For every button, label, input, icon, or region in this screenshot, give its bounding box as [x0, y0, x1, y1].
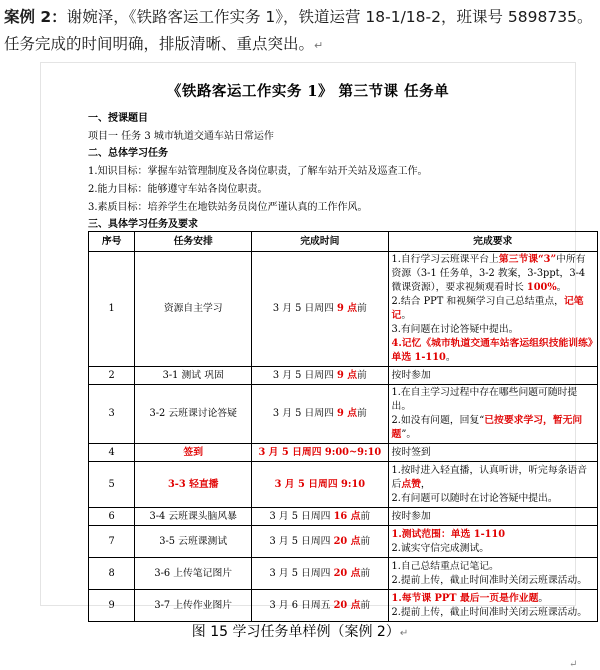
time-segment: 20 点 — [333, 567, 361, 579]
cell-time — [252, 385, 388, 444]
requirement-segment: 按时签到 — [391, 446, 431, 458]
time-segment: 3 月 5 日周四 — [269, 567, 334, 579]
cell-number: 1 — [89, 252, 135, 367]
cell-task: 3-4 云班课头脑风暴 — [135, 508, 252, 526]
requirement-segment: 1.自己总结重点记笔记。 — [391, 560, 499, 572]
requirement-segment: 3.有问题在讨论答疑中提出。 — [391, 324, 519, 335]
requirement-line — [392, 492, 594, 506]
requirement-segment: 2.提前上传，截止时间准时关闭云班课活动。 — [391, 574, 588, 586]
requirement-segment: 1.每节课 PPT 最后一页是作业题 — [391, 592, 539, 604]
requirement-segment: 2.有问题可以随时在讨论答疑中提出。 — [391, 492, 558, 504]
header-requirement: 完成要求 — [388, 232, 597, 252]
requirement-segment: 1.自行学习云班课平台上 — [391, 254, 499, 265]
requirement-line — [392, 464, 594, 492]
time-segment: 9 点 — [336, 408, 358, 419]
cell-time — [252, 508, 388, 526]
requirement-line — [392, 337, 594, 365]
time-segment: 20 点 — [333, 535, 361, 547]
cell-requirement — [388, 462, 597, 508]
time-segment: 前 — [357, 408, 367, 419]
cell-requirement — [388, 558, 597, 590]
cell-requirement — [388, 367, 597, 385]
task-table — [88, 231, 598, 622]
cell-time — [252, 367, 388, 385]
requirement-segment: 2.诚实守信完成测试。 — [391, 542, 490, 554]
cell-time — [252, 462, 388, 508]
cell-time — [252, 526, 388, 558]
cell-task: 签到 — [135, 444, 252, 462]
header-number: 序号 — [89, 232, 135, 252]
requirement-line — [392, 592, 594, 606]
table-row — [89, 558, 598, 590]
intro-label: 案例 2： — [4, 8, 67, 26]
cell-task: 3-1 测试 巩固 — [135, 367, 252, 385]
requirement-segment: 已按要求学习，暂无问题 — [391, 415, 583, 440]
section-2-item-1: 1.知识目标：掌握车站管理制度及各岗位职责，了解车站开关站及巡查工作。 — [88, 166, 428, 177]
cell-time — [252, 590, 388, 622]
requirement-segment: 点赞 — [401, 478, 421, 490]
time-segment: 前 — [357, 369, 367, 381]
requirement-line — [392, 369, 594, 383]
time-segment: 3 月 5 日周四 — [269, 510, 334, 522]
time-segment: 前 — [360, 567, 371, 579]
requirement-line — [392, 386, 594, 414]
table-header-row — [89, 232, 598, 252]
requirement-line — [392, 323, 594, 337]
cell-number: 6 — [89, 508, 135, 526]
cell-task: 3-7 上传作业图片 — [135, 590, 252, 622]
cell-number: 4 — [89, 444, 135, 462]
cell-requirement — [388, 385, 597, 444]
cell-number: 3 — [89, 385, 135, 444]
time-segment: 前 — [360, 599, 371, 611]
table-row — [89, 590, 598, 622]
requirement-segment: 2.提前上传，截止时间准时关闭云班课活动。 — [391, 606, 588, 618]
intro-paragraph — [4, 4, 596, 59]
requirement-line — [392, 253, 594, 295]
time-segment: 前 — [357, 303, 367, 314]
header-task: 任务安排 — [135, 232, 252, 252]
requirement-segment: 。 — [401, 310, 412, 321]
requirement-segment: ， — [420, 478, 431, 490]
time-segment: 前 — [360, 535, 371, 547]
time-segment: 16 点 — [333, 510, 361, 522]
intro-text: 谢婉泽，《铁路客运工作实务 1》，铁道运营 18-1/18-2，班课号 5898735。任务完成的时间明确，排版清晰、重点突出。 — [4, 8, 593, 53]
requirement-segment: 1.测试范围：单选 1-110 — [391, 528, 506, 540]
table-row — [89, 526, 598, 558]
requirement-segment: 100% — [526, 282, 557, 293]
cell-task: 资源自主学习 — [135, 252, 252, 367]
requirement-line — [392, 606, 594, 620]
requirement-segment: 按时参加 — [391, 369, 431, 381]
requirement-line — [392, 542, 594, 556]
time-segment: 3 月 5 日周四 — [272, 369, 337, 381]
section-2-heading: 二、总体学习任务 — [88, 148, 168, 159]
cell-number: 2 — [89, 367, 135, 385]
table-row — [89, 385, 598, 444]
cell-requirement — [388, 444, 597, 462]
cell-number: 7 — [89, 526, 135, 558]
time-segment: 3 月 5 日周四 — [272, 303, 337, 314]
requirement-segment: 2.如没有问题，回复“ — [391, 415, 485, 426]
cell-requirement — [388, 508, 597, 526]
requirement-segment: 中所有资源（3-1 任务单，3-2 教案，3-3ppt，3-4 微课资源），要求视频观看时长 — [391, 254, 586, 293]
requirement-segment: 。 — [556, 282, 567, 293]
table-row — [89, 252, 598, 367]
requirement-segment: 1.在自主学习过程中存在哪些问题可随时提出。 — [391, 387, 578, 412]
section-1-body: 项目一 任务 3 城市轨道交通车站日常运作 — [88, 131, 274, 142]
table-row — [89, 367, 598, 385]
paragraph-mark-icon: ↵ — [314, 39, 324, 52]
requirement-line — [392, 295, 594, 323]
section-3-heading: 三、具体学习任务及要求 — [88, 219, 198, 230]
cell-number: 5 — [89, 462, 135, 508]
requirement-segment: 1.按时进入轻直播，认真听讲，听完每条语音后 — [391, 464, 588, 490]
requirement-segment: 。 — [538, 592, 549, 604]
section-2-item-3: 3.素质目标：培养学生在地铁站务员岗位严谨认真的工作作风。 — [88, 202, 368, 213]
requirement-segment: ”。 — [401, 429, 417, 440]
caption-text: 图 15 学习任务单样例（案例 2） — [191, 624, 400, 640]
time-segment: 9 点 — [336, 369, 358, 381]
section-2-item-2: 2.能力目标：能够遵守车站各岗位职责。 — [88, 184, 268, 195]
cell-time — [252, 444, 388, 462]
cell-requirement — [388, 526, 597, 558]
table-row — [89, 462, 598, 508]
time-segment: 9 点 — [336, 303, 358, 314]
time-segment: 3 月 5 日周四 9:10 — [274, 478, 366, 490]
header-time: 完成时间 — [252, 232, 388, 252]
cell-time — [252, 252, 388, 367]
table-row — [89, 508, 598, 526]
time-segment: 前 — [360, 510, 371, 522]
requirement-line — [392, 560, 594, 574]
requirement-line — [392, 446, 594, 460]
requirement-segment: 2.结合 PPT 和视频学习自己总结重点， — [391, 296, 564, 307]
cell-requirement — [388, 590, 597, 622]
requirement-line — [392, 510, 594, 524]
section-1-heading: 一、授课题目 — [88, 113, 148, 124]
time-segment: 3 月 5 日周四 — [272, 408, 337, 419]
cell-number: 9 — [89, 590, 135, 622]
table-row — [89, 444, 598, 462]
time-segment: 20 点 — [333, 599, 361, 611]
paragraph-mark-icon: ↵ — [399, 628, 409, 639]
cell-number: 8 — [89, 558, 135, 590]
cell-task: 3-2 云班课讨论答疑 — [135, 385, 252, 444]
requirement-segment: 记笔记 — [391, 296, 584, 321]
paragraph-mark-icon: ↵ — [569, 659, 578, 670]
cell-time — [252, 558, 388, 590]
requirement-line — [392, 414, 594, 442]
requirement-line — [392, 574, 594, 588]
time-segment: 3 月 6 日周五 — [269, 599, 334, 611]
requirement-segment: 第三节课“3” — [498, 254, 557, 265]
figure-caption — [0, 621, 600, 641]
requirement-segment: 。 — [445, 352, 456, 363]
time-segment: 3 月 5 日周四 — [269, 535, 334, 547]
sheet-title: 《铁路客运工作实务 1》 第三节课 任务单 — [166, 83, 450, 100]
cell-task: 3-6 上传笔记图片 — [135, 558, 252, 590]
time-segment: 3 月 5 日周四 9:00~9:10 — [258, 446, 382, 458]
requirement-segment: 4.记忆《城市轨道交通车站客运组织技能训练》单选 1-110 — [391, 338, 593, 363]
cell-requirement — [388, 252, 597, 367]
cell-task: 3-3 轻直播 — [135, 462, 252, 508]
requirement-segment: 按时参加 — [391, 510, 431, 522]
requirement-line — [392, 528, 594, 542]
cell-task: 3-5 云班课测试 — [135, 526, 252, 558]
